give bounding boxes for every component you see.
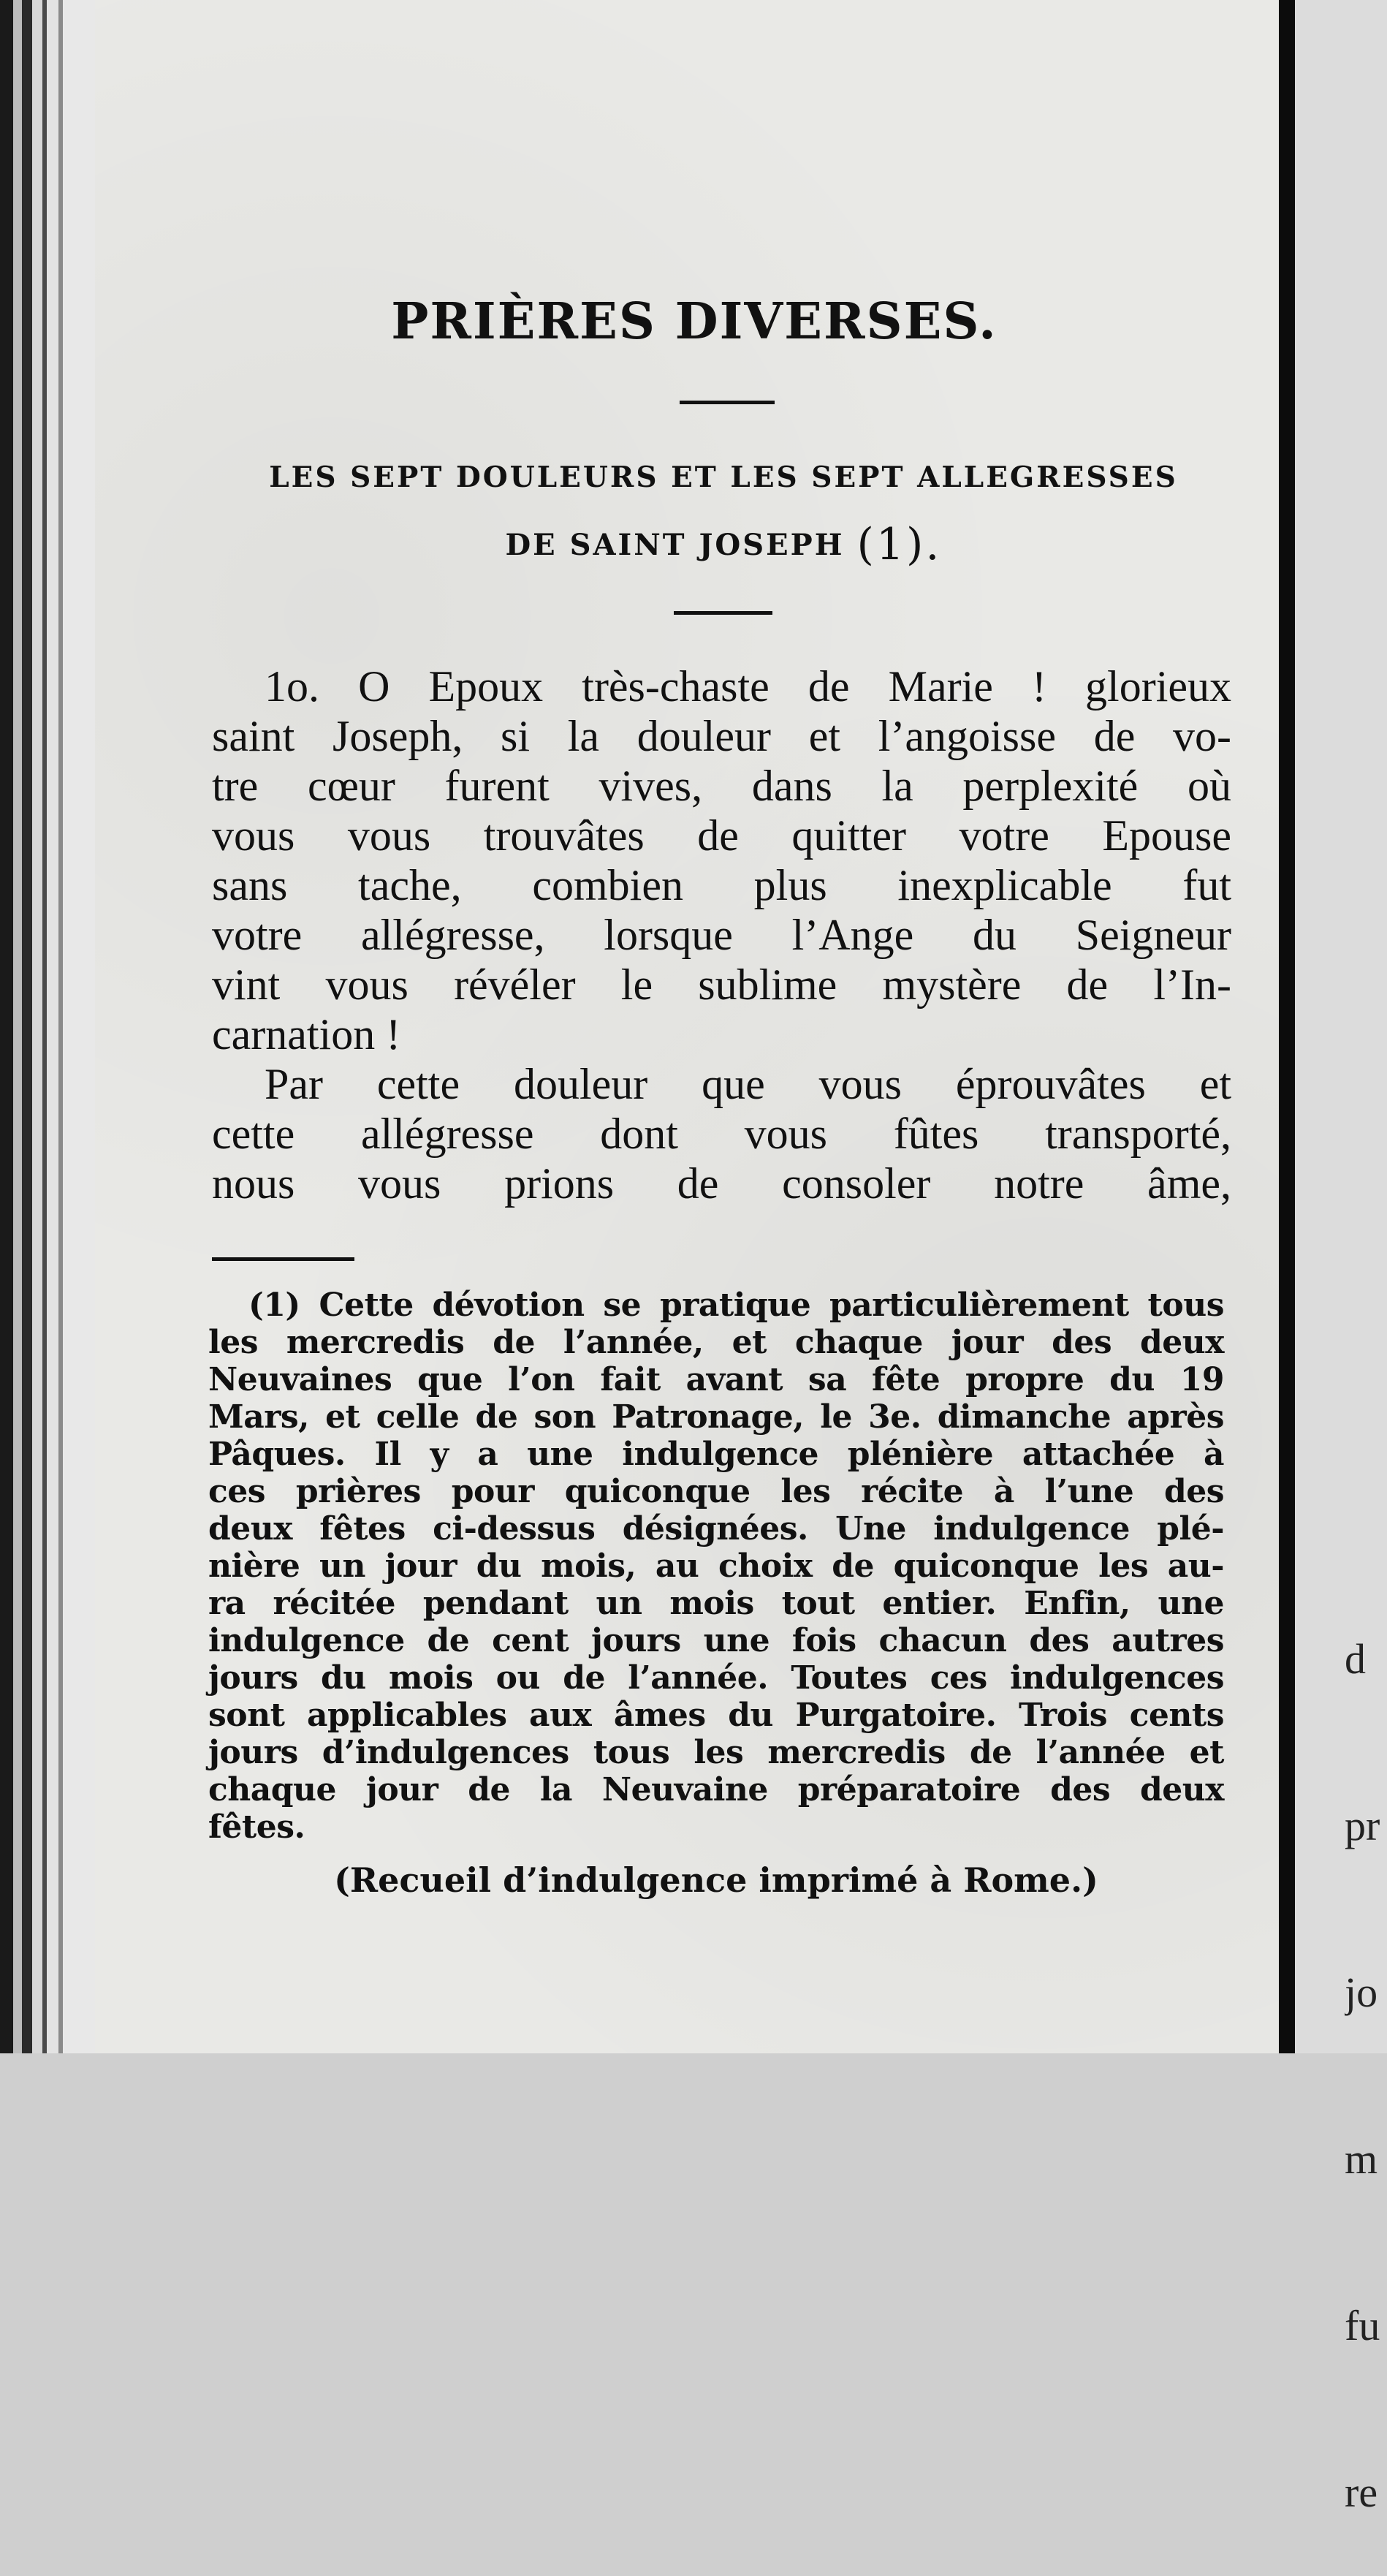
body-line: carnation !	[212, 1010, 401, 1058]
section-subtitle: LES SEPT DOULEURS ET LES SEPT ALLEGRESSES	[269, 461, 1178, 494]
section-subtitle-continued	[205, 519, 1242, 570]
footnote-line: fêtes.	[208, 1808, 305, 1846]
footnote-line: jours d’indulgences tous les mercredis de l’année et	[208, 1734, 1224, 1771]
facing-fragment: pr	[1345, 1802, 1380, 1849]
subtitle-text: DE SAINT JOSEPH	[505, 528, 845, 562]
footnote-line: deux fêtes ci-dessus désignées. Une indulgence plé-	[208, 1510, 1224, 1548]
body-line: vous vous trouvâtes de quitter votre Epouse	[212, 811, 1231, 860]
footnote-line: chaque jour de la Neuvaine préparatoire des deux	[208, 1771, 1224, 1808]
prayer-body	[212, 662, 1231, 1208]
subtitle-divider	[674, 611, 772, 615]
footnote-line: ra récitée pendant un mois tout entier. Enfin, une	[208, 1585, 1224, 1622]
footnote-source: (Recueil d’indulgence imprimé à Rome.)	[334, 1860, 1098, 1900]
body-line: cette allégresse dont vous fûtes transporté,	[212, 1110, 1231, 1158]
footnote-reference: (1).	[856, 519, 942, 570]
footnote-line: Neuvaines que l’on fait avant sa fête propre du 19	[208, 1361, 1224, 1398]
body-line: saint Joseph, si la douleur et l’angoisse de vo-	[212, 712, 1231, 760]
page-title: PRIÈRES DIVERSES.	[391, 292, 997, 351]
body-line: votre allégresse, lorsque l’Ange du Seigneur	[212, 911, 1231, 959]
footnote-line: Pâques. Il y a une indulgence plénière attachée à	[208, 1436, 1224, 1473]
body-line: nous vous prions de consoler notre âme,	[212, 1159, 1231, 1208]
book-binding	[0, 0, 95, 2053]
facing-fragment: m	[1345, 2135, 1378, 2183]
facing-fragment: jo	[1345, 1969, 1378, 2016]
footnote-line: jours du mois ou de l’année. Toutes ces indulgences	[208, 1659, 1224, 1697]
body-line: 1o. O Epoux très-chaste de Marie ! glorieux	[265, 662, 1231, 711]
body-line: vint vous révéler le sublime mystère de l’In-	[212, 961, 1231, 1009]
footnote-line: indulgence de cent jours une fois chacun des autres	[208, 1622, 1224, 1659]
footnote-line: les mercredis de l’année, et chaque jour des deux	[208, 1324, 1224, 1361]
footnote-divider	[212, 1257, 354, 1261]
title-divider	[680, 401, 775, 404]
body-line: Par cette douleur que vous éprouvâtes et	[265, 1060, 1231, 1108]
facing-fragment: d	[1345, 1635, 1366, 1683]
facing-fragment: fu	[1345, 2302, 1380, 2349]
footnote-line: sont applicables aux âmes du Purgatoire. Trois cents	[208, 1697, 1224, 1734]
footnote	[208, 1287, 1224, 1846]
footnote-line: ces prières pour quiconque les récite à l’une des	[208, 1473, 1224, 1510]
facing-fragment: re	[1345, 2469, 1378, 2516]
page-gutter	[1279, 0, 1295, 2053]
body-line: tre cœur furent vives, dans la perplexité où	[212, 762, 1231, 810]
footnote-line: nière un jour du mois, au choix de quiconque les au-	[208, 1548, 1224, 1585]
footnote-line: Mars, et celle de son Patronage, le 3e. dimanche après	[208, 1398, 1224, 1436]
body-line: sans tache, combien plus inexplicable fut	[212, 861, 1231, 909]
footnote-line: (1) Cette dévotion se pratique particulièrement tous	[248, 1287, 1224, 1324]
facing-page-fragments	[1345, 1520, 1387, 2576]
